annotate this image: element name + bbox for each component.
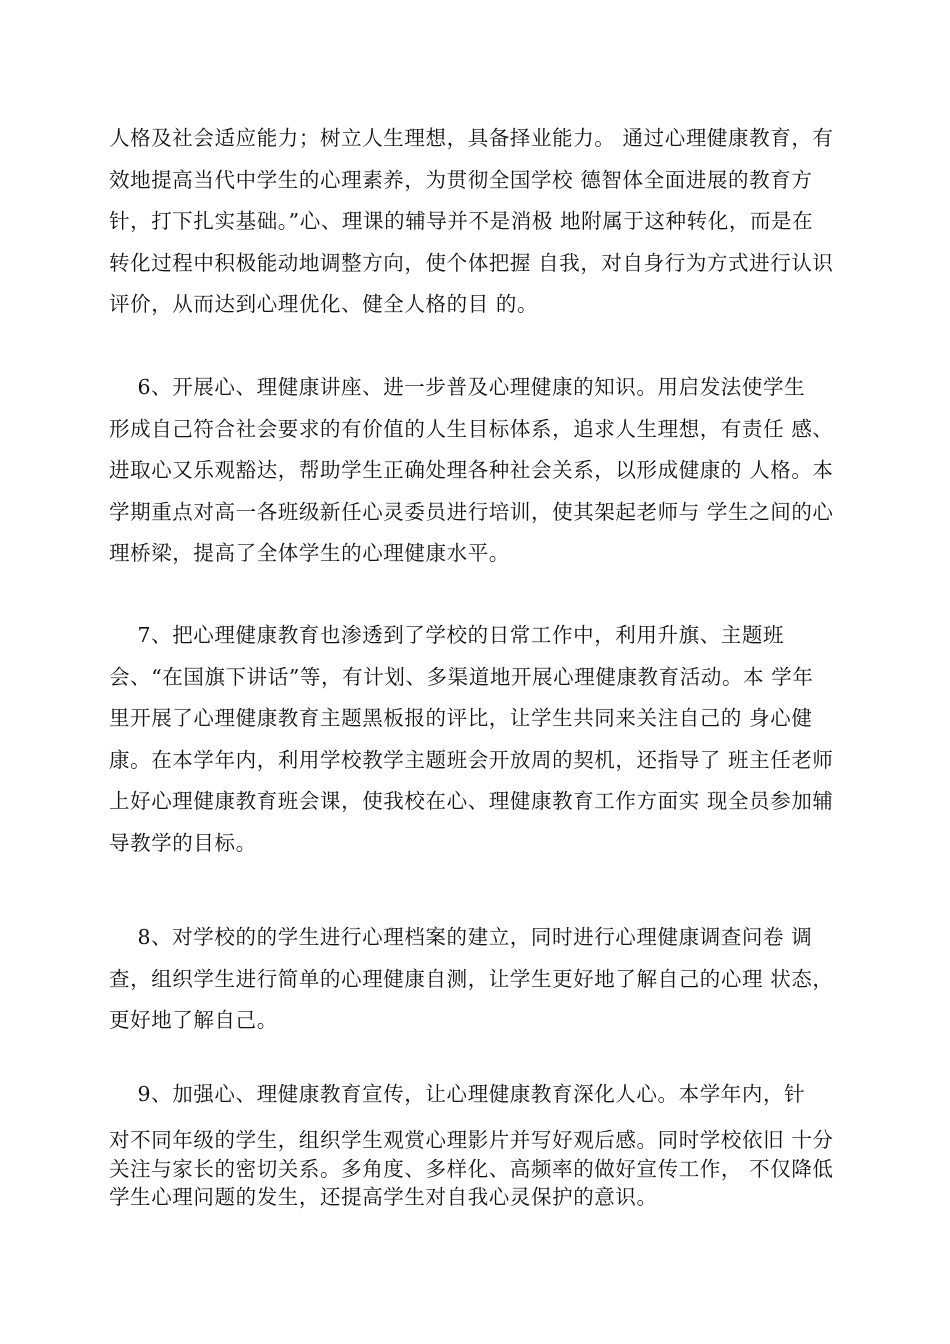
text-line: 进取心又乐观豁达，帮助学生正确处理各种社会关系，以形成健康的 人格。本 (109, 458, 834, 482)
text-line: 关注与家长的密切关系。多角度、多样化、高频率的做好宣传工作， 不仅降低 (109, 1156, 834, 1181)
text-line: 9、加强心、理健康教育宣传，让心理健康教育深化人心。本学年内，针 (109, 1082, 806, 1106)
paragraph-9-head (109, 1074, 849, 1116)
text-line: 上好心理健康教育班会课，使我校在心、理健康教育工作方面实 现全员参加辅 (109, 789, 834, 813)
text-line: 里开展了心理健康教育主题黑板报的评比，让学生共同来关注自己的 身心健 (109, 706, 813, 730)
text-line: 导教学的目标。 (109, 830, 257, 855)
text-line: 会、“在国旗下讲话”等，有计划、多渠道地开展心理健康教育活动。本 学年 (109, 664, 814, 689)
text-line: 查，组织学生进行简单的心理健康自测，让学生更好地了解自己的心理 状态， (109, 966, 834, 991)
text-line: 效地提高当代中学生的心理素养，为贯彻全国学校 德智体全面进展的教育方 (109, 167, 813, 192)
text-line: 学期重点对高一各班级新任心灵委员进行培训，使其架起老师与 学生之间的心 (109, 499, 834, 524)
text-line: 理桥梁，提高了全体学生的心理健康水平。 (109, 541, 510, 565)
text-line: 8、对学校的的学生进行心理档案的建立，同时进行心理健康调查问卷 调 (109, 925, 813, 949)
text-line: 学生心理问题的发生，还提高学生对自我心灵保护的意识。 (109, 1185, 658, 1209)
paragraph-6 (109, 367, 849, 575)
paragraph-8 (109, 917, 849, 1042)
text-line: 更好地了解自己。 (109, 1008, 278, 1032)
text-line: 6、开展心、理健康讲座、进一步普及心理健康的知识。用启发法使学生 (109, 375, 806, 399)
text-line: 转化过程中积极能动地调整方向，使个体把握 自我，对自身行为方式进行认识 (109, 250, 834, 275)
paragraph-9-body (109, 1126, 849, 1212)
text-line: 评价，从而达到心理优化、健全人格的目 的。 (109, 292, 539, 316)
text-line: 7、把心理健康教育也渗透到了学校的日常工作中，利用升旗、主题班 (109, 623, 785, 647)
paragraph-7 (109, 615, 849, 864)
text-line: 对不同年级的学生，组织学生观赏心理影片并写好观后感。同时学校依旧 十分 (109, 1128, 834, 1152)
text-line: 形成自己符合社会要求的有价值的人生目标体系，追求人生理想，有责任 感、 (109, 416, 834, 441)
text-line: 针，打下扎实基础。”心、理课的辅导并不是消极 地附属于这种转化，而是在 (109, 209, 814, 233)
text-line: 人格及社会适应能力；树立人生理想，具备择业能力。 通过心理健康教育，有 (109, 126, 834, 150)
paragraph-intro (109, 118, 849, 326)
text-line: 康。在本学年内，利用学校教学主题班会开放周的契机，还指导了 班主任老师 (109, 747, 834, 772)
